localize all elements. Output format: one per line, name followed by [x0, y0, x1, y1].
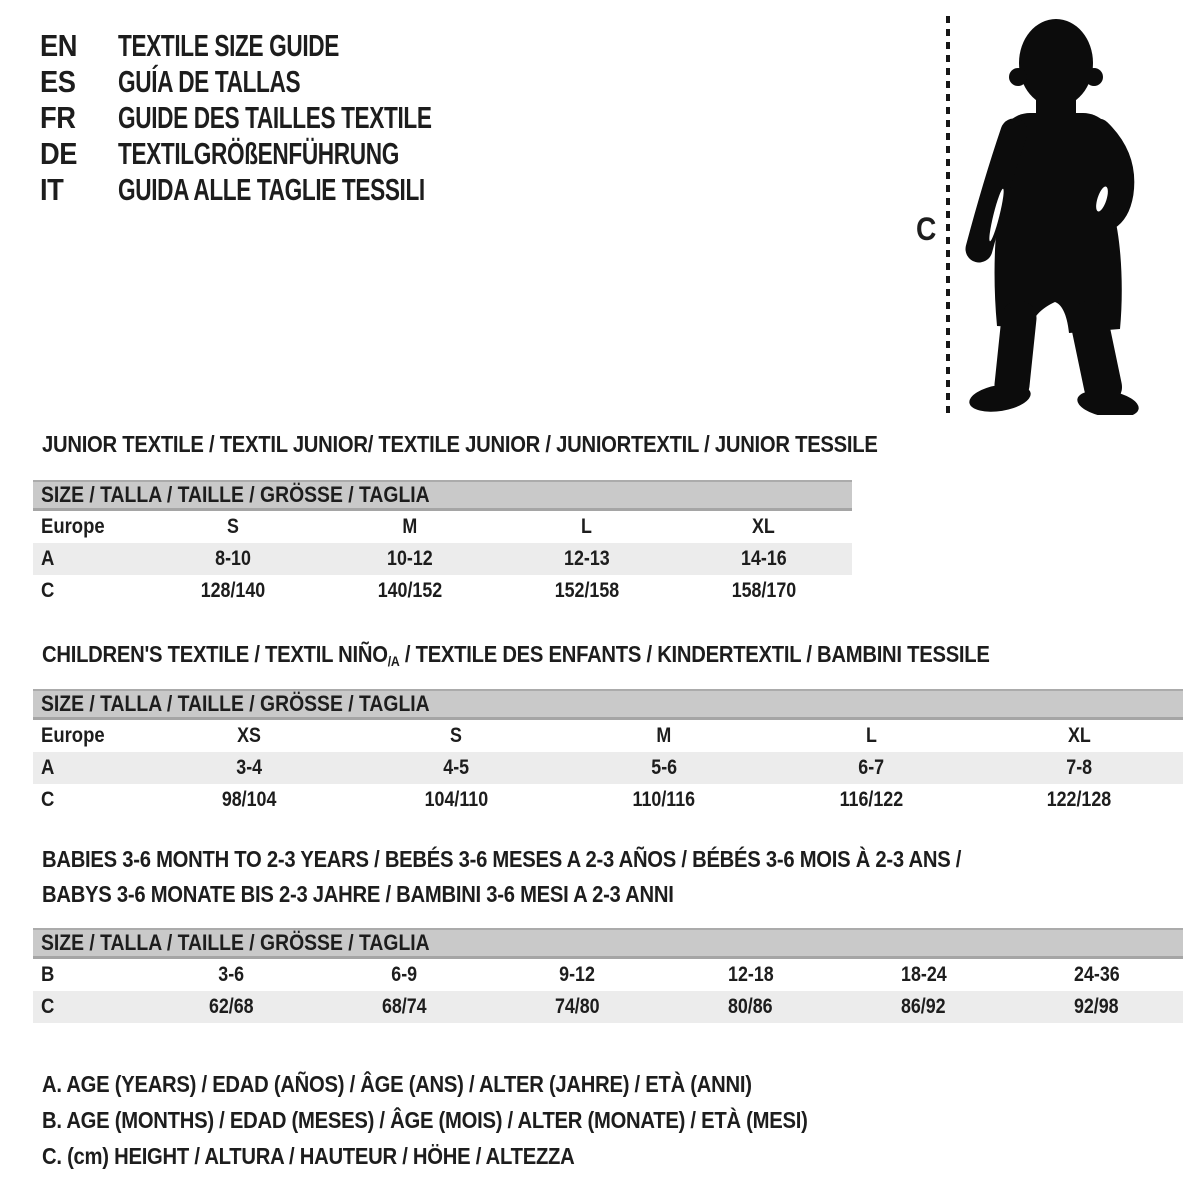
row-label-text: C	[41, 579, 55, 602]
row-label	[33, 543, 145, 575]
table-cell-text: 110/116	[632, 788, 696, 811]
language-code-text: DE	[40, 136, 78, 171]
children-section-title-text	[42, 641, 990, 674]
size-header-label: SIZE / TALLA / TAILLE / GRÖSSE / TAGLIA	[41, 482, 430, 507]
table-cell	[322, 511, 499, 543]
height-measure-letter: C	[916, 211, 937, 247]
table-cell	[499, 511, 676, 543]
table-cell-text: 3-6	[218, 963, 245, 986]
note-age-months-text: B. AGE (MONTHS) / EDAD (MESES) / ÂGE (MOIS) / ALTER (MONATE) / ETÀ (MESI)	[42, 1107, 808, 1133]
table-cell-text: XL	[752, 515, 776, 538]
table-cell-text: 62/68	[209, 995, 254, 1018]
table-cell	[145, 543, 322, 575]
table-cell	[975, 752, 1183, 784]
table-cell-text: 104/110	[424, 788, 489, 811]
language-code	[40, 64, 118, 100]
row-label	[33, 991, 145, 1023]
junior-section-title	[42, 431, 992, 457]
table-cell-text: S	[450, 724, 463, 747]
table-cell	[145, 575, 322, 607]
table-cell-text: 140/152	[377, 579, 443, 602]
row-label-text: C	[41, 788, 55, 811]
table-cell	[499, 575, 676, 607]
row-label	[33, 720, 145, 752]
language-guide-title-text: TEXTILGRÖßENFÜHRUNG	[118, 136, 399, 171]
row-label	[33, 511, 145, 543]
language-code	[40, 136, 118, 172]
table-cell-text: 98/104	[221, 788, 277, 811]
table-row	[33, 720, 1183, 752]
row-label-text: Europe	[41, 724, 105, 747]
table-cell-text: 158/170	[731, 579, 796, 602]
language-guide-title	[118, 64, 548, 100]
language-guide-title-text: GUIDA ALLE TAGLIE TESSILI	[118, 172, 425, 207]
table-cell	[768, 752, 976, 784]
table-row	[33, 991, 1183, 1023]
table-cell-text: 68/74	[382, 995, 427, 1018]
language-row	[40, 28, 548, 64]
table-cell	[491, 959, 664, 991]
table-cell	[1010, 991, 1183, 1023]
table-cell-text: 116/122	[839, 788, 904, 811]
table-cell	[353, 720, 561, 752]
table-cell-text: 86/92	[901, 995, 946, 1018]
children-title-post: / TEXTILE DES ENFANTS / KINDERTEXTIL / BAMBINI TESSILE	[399, 641, 990, 667]
size-header-bar	[33, 928, 1183, 959]
table-cell-text: 8-10	[215, 547, 252, 570]
table-cell	[491, 991, 664, 1023]
table-cell-text: 9-12	[559, 963, 596, 986]
row-label	[33, 959, 145, 991]
table-cell	[322, 575, 499, 607]
junior-section-title-text: JUNIOR TEXTILE / TEXTIL JUNIOR/ TEXTILE JUNIOR / JUNIORTEXTIL / JUNIOR TESSILE	[42, 431, 878, 457]
row-label-text: C	[41, 995, 55, 1018]
language-code	[40, 172, 118, 208]
table-row	[33, 959, 1183, 991]
table-cell	[145, 511, 322, 543]
table-cell	[560, 720, 768, 752]
junior-size-table	[33, 480, 852, 607]
size-header-bar	[33, 689, 1183, 720]
note-age-years	[42, 1071, 848, 1097]
table-cell-text: M	[402, 515, 418, 538]
table-cell	[664, 991, 837, 1023]
note-height-cm	[42, 1143, 647, 1169]
table-row	[33, 511, 852, 543]
language-guide-title	[118, 172, 548, 208]
table-cell-text: 5-6	[651, 756, 677, 779]
language-guide-title	[118, 136, 548, 172]
size-header-label: SIZE / TALLA / TAILLE / GRÖSSE / TAGLIA	[41, 691, 430, 716]
table-cell-text: XS	[236, 724, 261, 747]
note-age-months	[42, 1107, 912, 1133]
row-label	[33, 784, 145, 816]
row-label-text: A	[41, 547, 55, 570]
table-cell-text: L	[581, 515, 593, 538]
height-measure-dashed-line	[946, 16, 950, 418]
table-cell-text: 152/158	[554, 579, 620, 602]
babies-section-title-line1	[42, 846, 1087, 872]
table-cell	[837, 959, 1010, 991]
table-cell-text: 10-12	[387, 547, 433, 570]
table-cell	[145, 784, 353, 816]
language-row	[40, 172, 548, 208]
language-code	[40, 28, 118, 64]
table-cell-text: 18-24	[900, 963, 947, 986]
table-cell-text: 74/80	[555, 995, 600, 1018]
table-cell	[145, 959, 318, 991]
size-header-bar	[33, 480, 852, 511]
language-code-text: FR	[40, 100, 76, 135]
table-cell-text: 128/140	[201, 579, 266, 602]
language-row	[40, 136, 548, 172]
table-cell-text: L	[866, 724, 878, 747]
table-cell-text: 12-18	[727, 963, 774, 986]
language-code	[40, 100, 118, 136]
table-cell-text: 12-13	[564, 547, 610, 570]
table-cell	[675, 575, 852, 607]
table-cell-text: 6-7	[858, 756, 885, 779]
language-guide-title-text: GUIDE DES TAILLES TEXTILE	[118, 100, 432, 135]
language-row	[40, 64, 548, 100]
table-cell-text: M	[656, 724, 672, 747]
row-label-text: B	[41, 963, 55, 986]
table-rows	[33, 720, 1183, 816]
language-guide-title-text: TEXTILE SIZE GUIDE	[118, 28, 340, 63]
language-guide-title-text: GUÍA DE TALLAS	[118, 64, 301, 99]
babies-section-title-line2-text: BABYS 3-6 MONATE BIS 2-3 JAHRE / BAMBINI 3-6 MESI A 2-3 ANNI	[42, 881, 674, 907]
table-cell	[975, 720, 1183, 752]
table-cell	[768, 720, 976, 752]
table-cell-text: S	[227, 515, 240, 538]
table-cell-text: 4-5	[443, 756, 470, 779]
table-row	[33, 543, 852, 575]
table-cell-text: 24-36	[1073, 963, 1120, 986]
row-label-text: Europe	[41, 515, 105, 538]
language-code-text: EN	[40, 28, 78, 63]
table-rows	[33, 511, 852, 607]
row-label-text: A	[41, 756, 55, 779]
table-cell-text: 7-8	[1066, 756, 1093, 779]
table-rows	[33, 959, 1183, 1023]
table-cell	[560, 752, 768, 784]
table-cell	[499, 543, 676, 575]
children-size-table	[33, 689, 1183, 816]
language-row	[40, 100, 548, 136]
babies-section-title-line2	[42, 881, 760, 907]
language-guide-title	[118, 28, 548, 64]
toddler-silhouette-icon	[958, 15, 1143, 415]
note-height-cm-text: C. (cm) HEIGHT / ALTURA / HAUTEUR / HÖHE / ALTEZZA	[42, 1143, 575, 1169]
note-age-years-text: A. AGE (YEARS) / EDAD (AÑOS) / ÂGE (ANS) / ALTER (JAHRE) / ETÀ (ANNI)	[42, 1071, 752, 1097]
table-cell-text: 92/98	[1074, 995, 1119, 1018]
language-guide-title	[118, 100, 548, 136]
babies-section-title-line1-text: BABIES 3-6 MONTH TO 2-3 YEARS / BEBÉS 3-6 MESES A 2-3 AÑOS / BÉBÉS 3-6 MOIS À 2-3 ANS /	[42, 846, 962, 872]
table-cell	[145, 991, 318, 1023]
table-cell-text: 6-9	[391, 963, 418, 986]
size-header-label: SIZE / TALLA / TAILLE / GRÖSSE / TAGLIA	[41, 930, 430, 955]
table-cell	[675, 511, 852, 543]
table-cell-text: 14-16	[740, 547, 787, 570]
table-cell-text: 80/86	[728, 995, 773, 1018]
table-cell-text: 122/128	[1046, 788, 1112, 811]
table-cell	[1010, 959, 1183, 991]
table-cell	[318, 991, 491, 1023]
table-cell	[353, 784, 561, 816]
table-cell	[664, 959, 837, 991]
table-cell	[353, 752, 561, 784]
table-cell	[145, 720, 353, 752]
table-cell	[322, 543, 499, 575]
language-code-text: ES	[40, 64, 76, 99]
row-label	[33, 575, 145, 607]
table-cell	[837, 991, 1010, 1023]
table-row	[33, 752, 1183, 784]
table-cell-text: 3-4	[235, 756, 262, 779]
children-title-pre: CHILDREN'S TEXTILE / TEXTIL NIÑO	[42, 641, 388, 667]
table-row	[33, 575, 852, 607]
children-title-subscript: /A	[387, 653, 400, 669]
table-cell-text: XL	[1067, 724, 1091, 747]
language-title-list	[40, 28, 548, 208]
table-cell	[560, 784, 768, 816]
table-cell	[145, 752, 353, 784]
height-measure-label	[916, 212, 939, 246]
table-cell	[675, 543, 852, 575]
babies-size-table	[33, 928, 1183, 1023]
table-cell	[318, 959, 491, 991]
language-code-text: IT	[40, 172, 64, 207]
children-section-title	[42, 641, 1119, 674]
row-label	[33, 752, 145, 784]
table-cell	[768, 784, 976, 816]
table-row	[33, 784, 1183, 816]
table-cell	[975, 784, 1183, 816]
